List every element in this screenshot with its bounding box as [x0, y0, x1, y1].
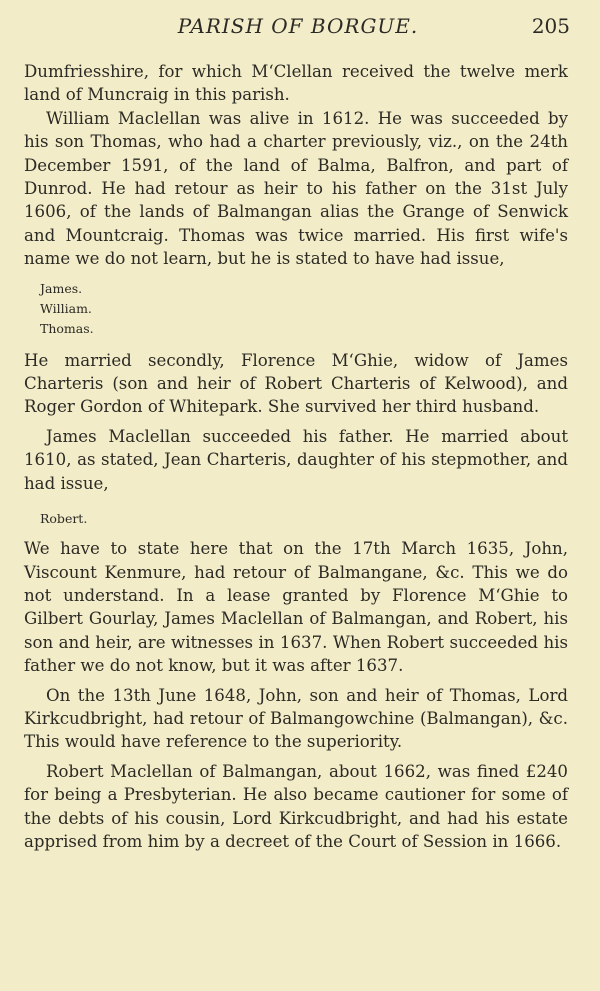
paragraph-2: William Maclellan was alive in 1612. He was succeeded by his son Thomas, who had a charter previously, viz., on the 24th December 1591, of the land of Balma, Balfron, and part of Dunrod. He had retour as heir to his father on the 31st July 1606, of the lands of Balmangan alias the Grange of Senwick and Mountcraig. Thomas was twice married. His first wife's name we do not learn, but he is stated to have had issue,	[24, 108, 568, 269]
list-item: James.	[40, 280, 83, 296]
paragraph-5: We have to state here that on the 17th March 1635, John, Viscount Kenmure, had retour of Balmangane, &c. This we do not understand. In a lease granted by Florence M‘Ghie to Gilbert Gourlay, James Maclellan of Balmangan, and Robert, his son and heir, are witnesses in 1637. When Robert succeeded his father we do not know, but it was after 1637.	[24, 539, 568, 676]
list-item: William.	[40, 300, 92, 316]
running-title: PARISH OF BORGUE.	[177, 14, 419, 38]
paragraph-6: On the 13th June 1648, John, son and heir of Thomas, Lord Kirkcudbright, had retour of Balmangowchine (Balmangan), &c. This would have reference to the superiority.	[24, 685, 568, 752]
page-body	[24, 60, 568, 853]
paragraph-1: Dumfriesshire, for which M‘Clellan received the twelve merk land of Muncraig in this parish.	[24, 62, 568, 105]
paragraph-3: He married secondly, Florence M‘Ghie, widow of James Charteris (son and heir of Robert Charteris of Kelwood), and Roger Gordon of Whitepark. She survived her third husband.	[24, 350, 568, 417]
list-item: Robert.	[40, 511, 88, 527]
list-item: Thomas.	[40, 320, 94, 336]
page-number: 205	[531, 14, 570, 38]
paragraph-7: Robert Maclellan of Balmangan, about 1662, was fined £240 for being a Presbyterian. He also became cautioner for some of the debts of his cousin, Lord Kirkcudbright, and had his estate apprised from him by a decreet of the Court of Session in 1666.	[24, 761, 568, 851]
page-header	[26, 14, 570, 44]
issue-list-james	[40, 509, 568, 529]
issue-list-thomas	[40, 279, 568, 339]
paragraph-4: James Maclellan succeeded his father. He married about 1610, as stated, Jean Charteris, daughter of his stepmother, and had issue,	[24, 426, 568, 493]
